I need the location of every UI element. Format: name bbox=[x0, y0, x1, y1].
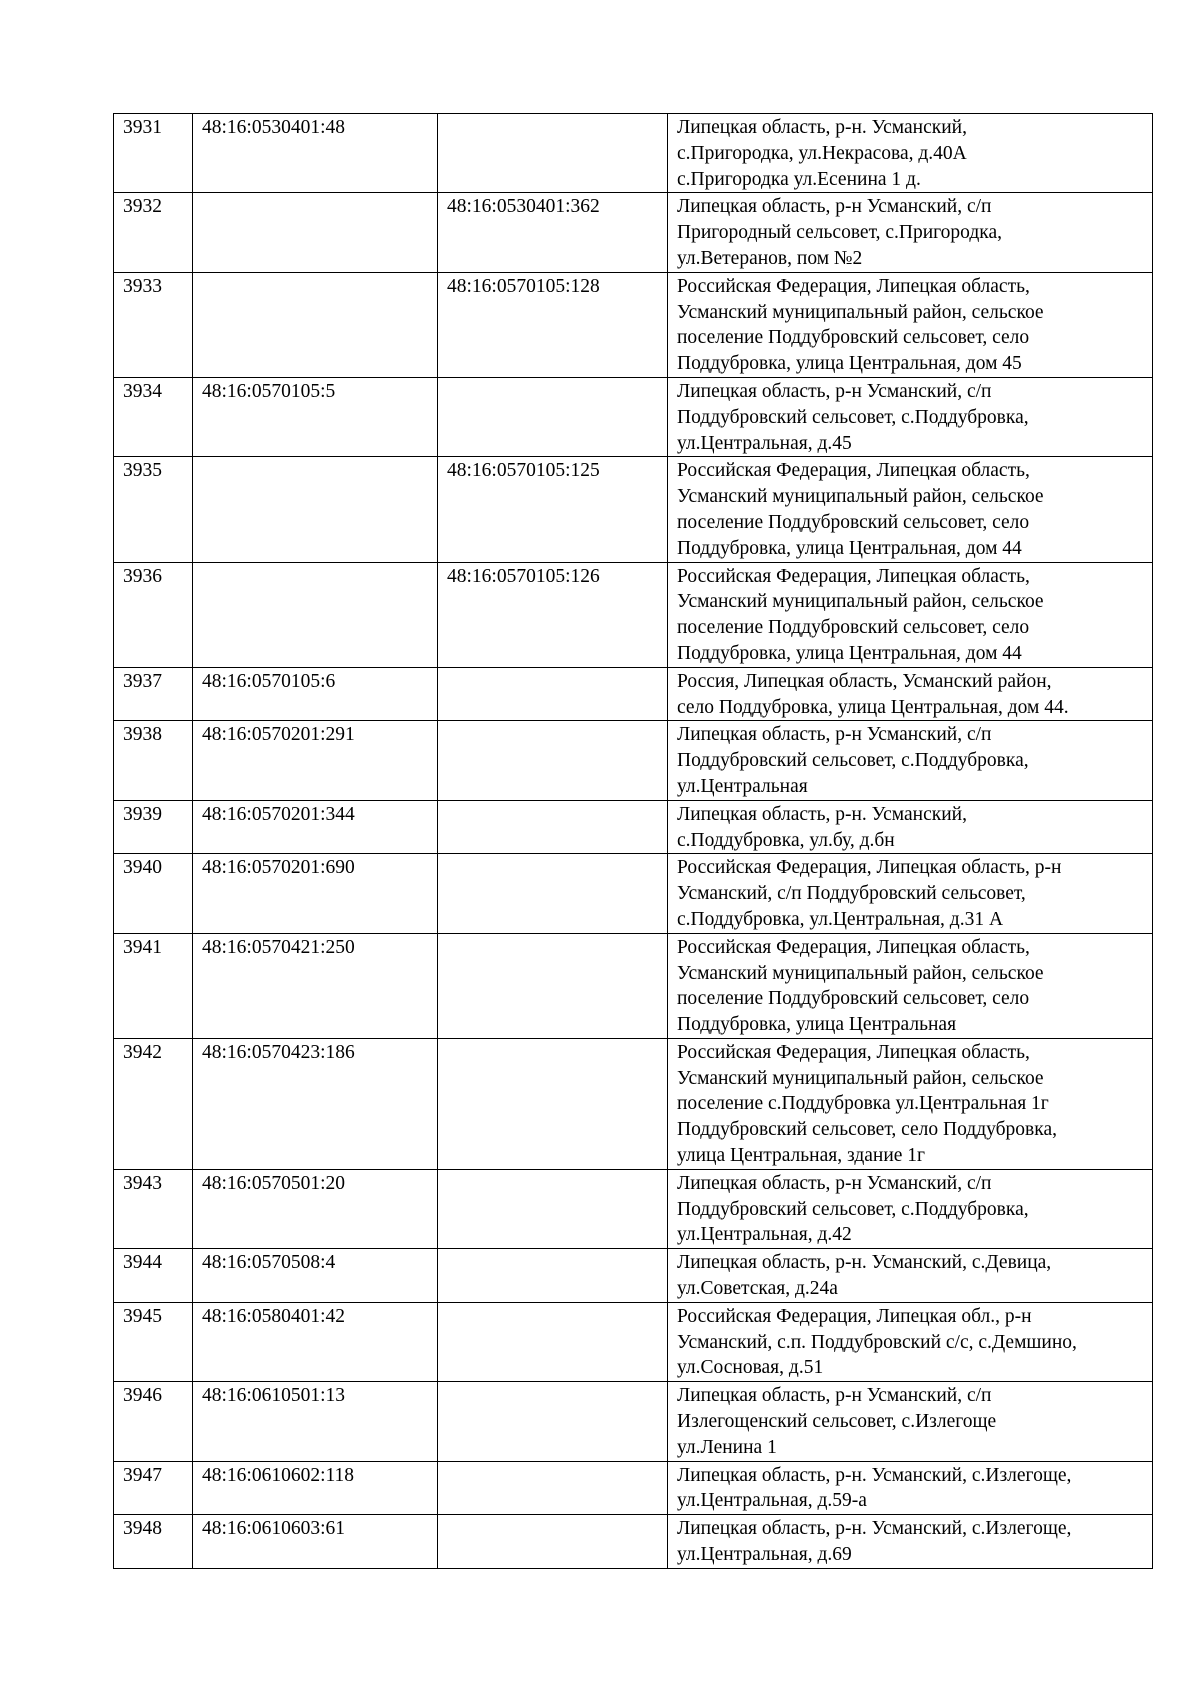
object-cadastral-number-cell bbox=[438, 854, 668, 933]
address-cell bbox=[668, 114, 1153, 193]
address-line: Липецкая область, р-н. Усманский, bbox=[677, 117, 967, 138]
object-cadastral-number-cell: 48:16:0570105:125 bbox=[438, 457, 668, 562]
address-line: Усманский муниципальный район, сельское bbox=[677, 301, 1044, 323]
table-row bbox=[114, 1249, 1153, 1303]
address-cell bbox=[668, 1302, 1153, 1381]
address-line: Липецкая область, р-н Усманский, с/п bbox=[677, 1172, 992, 1194]
table-row bbox=[114, 1169, 1153, 1248]
address-line: Поддубровский сельсовет, с.Поддубровка, bbox=[677, 406, 1029, 428]
land-cadastral-number-cell: 48:16:0570201:291 bbox=[193, 721, 438, 800]
table-row bbox=[114, 721, 1153, 800]
address-line: Российская Федерация, Липецкая область, bbox=[677, 936, 1030, 958]
address-line: поселение Поддубровский сельсовет, село bbox=[677, 327, 1030, 349]
address-line: Российская Федерация, Липецкая обл., р-н bbox=[677, 1305, 1032, 1327]
address-line: Поддубровский сельсовет, с.Поддубровка, bbox=[677, 1198, 1029, 1220]
object-cadastral-number-cell bbox=[438, 800, 668, 854]
address-line: с.Поддубровка, ул.Центральная, д.31 А bbox=[677, 908, 1004, 930]
address-line: поселение Поддубровский сельсовет, село bbox=[677, 988, 1030, 1010]
address-line: поселение Поддубровский сельсовет, село bbox=[677, 511, 1030, 533]
address-line: с.Поддубровка, ул.бу, д.бн bbox=[677, 829, 895, 851]
address-cell bbox=[668, 377, 1153, 456]
address-cell bbox=[668, 457, 1153, 562]
address-cell bbox=[668, 272, 1153, 377]
address-line: Усманский муниципальный район, сельское bbox=[677, 591, 1044, 613]
address-line: Липецкая область, р-н. Усманский, с.Излегоще, bbox=[677, 1464, 1072, 1486]
address-line: Российская Федерация, Липецкая область, bbox=[677, 1041, 1030, 1063]
address-line: Россия, Липецкая область, Усманский район, bbox=[677, 670, 1052, 692]
address-cell bbox=[668, 1515, 1153, 1569]
address-line: Поддубровский сельсовет, село Поддубровка, bbox=[677, 1119, 1057, 1141]
row-number-cell: 3947 bbox=[114, 1461, 193, 1515]
address-cell bbox=[668, 933, 1153, 1038]
address-cell bbox=[668, 854, 1153, 933]
land-cadastral-number-cell bbox=[193, 272, 438, 377]
land-cadastral-number-cell: 48:16:0570105:6 bbox=[193, 667, 438, 721]
row-number-cell: 3943 bbox=[114, 1169, 193, 1248]
table-row bbox=[114, 1382, 1153, 1461]
address-line: поселение с.Поддубровка ул.Центральная 1г bbox=[677, 1093, 1049, 1115]
table-row bbox=[114, 854, 1153, 933]
address-line: Липецкая область, р-н Усманский, с/п bbox=[677, 196, 992, 218]
address-cell bbox=[668, 1249, 1153, 1303]
object-cadastral-number-cell bbox=[438, 1515, 668, 1569]
address-line: Поддубровка, улица Центральная bbox=[677, 1014, 957, 1036]
land-cadastral-number-cell: 48:16:0570423:186 bbox=[193, 1038, 438, 1169]
row-number-cell: 3934 bbox=[114, 377, 193, 456]
address-line: ул.Центральная, д.45 bbox=[677, 432, 852, 454]
table-row bbox=[114, 114, 1153, 193]
row-number-cell: 3948 bbox=[114, 1515, 193, 1569]
land-cadastral-number-cell: 48:16:0610501:13 bbox=[193, 1382, 438, 1461]
land-cadastral-number-cell: 48:16:0530401:48 bbox=[193, 114, 438, 193]
address-line: Липецкая область, р-н Усманский, с/п bbox=[677, 380, 992, 402]
object-cadastral-number-cell bbox=[438, 1249, 668, 1303]
address-cell bbox=[668, 1461, 1153, 1515]
address-line: ул.Центральная, д.59-а bbox=[677, 1490, 867, 1512]
address-line: ул.Советская, д.24а bbox=[677, 1278, 838, 1300]
land-cadastral-number-cell: 48:16:0570201:344 bbox=[193, 800, 438, 854]
address-cell bbox=[668, 1038, 1153, 1169]
object-cadastral-number-cell bbox=[438, 1038, 668, 1169]
address-line: Липецкая область, р-н Усманский, с/п bbox=[677, 724, 992, 746]
row-number-cell: 3941 bbox=[114, 933, 193, 1038]
land-cadastral-number-cell: 48:16:0570421:250 bbox=[193, 933, 438, 1038]
address-cell bbox=[668, 193, 1153, 272]
address-cell bbox=[668, 1382, 1153, 1461]
address-cell bbox=[668, 667, 1153, 721]
object-cadastral-number-cell bbox=[438, 667, 668, 721]
address-line: Липецкая область, р-н Усманский, с/п bbox=[677, 1385, 992, 1407]
object-cadastral-number-cell bbox=[438, 1461, 668, 1515]
table-row bbox=[114, 1038, 1153, 1169]
land-cadastral-number-cell: 48:16:0570105:5 bbox=[193, 377, 438, 456]
address-line: Липецкая область, р-н. Усманский, с.Девица, bbox=[677, 1252, 1052, 1274]
object-cadastral-number-cell bbox=[438, 114, 668, 193]
address-line: Поддубровка, улица Центральная, дом 44 bbox=[677, 537, 1022, 559]
object-cadastral-number-cell: 48:16:0570105:126 bbox=[438, 562, 668, 667]
table-row bbox=[114, 377, 1153, 456]
row-number-cell: 3940 bbox=[114, 854, 193, 933]
table-row bbox=[114, 800, 1153, 854]
land-cadastral-number-cell: 48:16:0610603:61 bbox=[193, 1515, 438, 1569]
table-row bbox=[114, 1302, 1153, 1381]
table-row bbox=[114, 272, 1153, 377]
object-cadastral-number-cell bbox=[438, 1382, 668, 1461]
address-line: Российская Федерация, Липецкая область, bbox=[677, 460, 1030, 482]
row-number-cell: 3935 bbox=[114, 457, 193, 562]
address-line: Усманский, с/п Поддубровский сельсовет, bbox=[677, 883, 1026, 905]
address-line: ул.Центральная, д.42 bbox=[677, 1224, 852, 1246]
row-number-cell: 3939 bbox=[114, 800, 193, 854]
object-cadastral-number-cell bbox=[438, 1302, 668, 1381]
address-line: Усманский муниципальный район, сельское bbox=[677, 1067, 1044, 1089]
object-cadastral-number-cell bbox=[438, 377, 668, 456]
table-row bbox=[114, 1461, 1153, 1515]
address-line: ул.Ленина 1 bbox=[677, 1436, 777, 1458]
row-number-cell: 3933 bbox=[114, 272, 193, 377]
address-line: ул.Центральная, д.69 bbox=[677, 1544, 852, 1566]
object-cadastral-number-cell: 48:16:0530401:362 bbox=[438, 193, 668, 272]
row-number-cell: 3932 bbox=[114, 193, 193, 272]
address-line: Поддубровка, улица Центральная, дом 45 bbox=[677, 353, 1022, 375]
address-line: Липецкая область, р-н. Усманский, с.Излегоще, bbox=[677, 1518, 1072, 1540]
row-number-cell: 3931 bbox=[114, 114, 193, 193]
row-number-cell: 3946 bbox=[114, 1382, 193, 1461]
address-line: село Поддубровка, улица Центральная, дом 44. bbox=[677, 696, 1069, 718]
property-table bbox=[113, 113, 1153, 1569]
table-row bbox=[114, 1515, 1153, 1569]
address-line: Усманский, с.п. Поддубровский с/с, с.Демшино, bbox=[677, 1331, 1077, 1353]
address-line: ул.Центральная bbox=[677, 775, 808, 797]
land-cadastral-number-cell: 48:16:0580401:42 bbox=[193, 1302, 438, 1381]
address-cell bbox=[668, 1169, 1153, 1248]
object-cadastral-number-cell bbox=[438, 933, 668, 1038]
land-cadastral-number-cell bbox=[193, 562, 438, 667]
address-line: с.Пригородка ул.Есенина 1 д. bbox=[677, 168, 921, 190]
object-cadastral-number-cell bbox=[438, 1169, 668, 1248]
address-line: с.Пригородка, ул.Некрасова, д.40А bbox=[677, 142, 967, 164]
address-cell bbox=[668, 562, 1153, 667]
address-line: Липецкая область, р-н. Усманский, bbox=[677, 803, 967, 825]
address-line: ул.Ветеранов, пом №2 bbox=[677, 247, 863, 269]
address-line: Российская Федерация, Липецкая область, bbox=[677, 565, 1030, 587]
address-cell bbox=[668, 721, 1153, 800]
table-row bbox=[114, 457, 1153, 562]
property-table-body bbox=[114, 114, 1153, 1569]
land-cadastral-number-cell bbox=[193, 193, 438, 272]
row-number-cell: 3937 bbox=[114, 667, 193, 721]
land-cadastral-number-cell bbox=[193, 457, 438, 562]
address-line: Усманский муниципальный район, сельское bbox=[677, 486, 1044, 508]
row-number-cell: 3936 bbox=[114, 562, 193, 667]
row-number-cell: 3942 bbox=[114, 1038, 193, 1169]
address-line: Излегощенский сельсовет, с.Излегоще bbox=[677, 1411, 997, 1433]
address-line: Усманский муниципальный район, сельское bbox=[677, 962, 1044, 984]
table-row bbox=[114, 667, 1153, 721]
land-cadastral-number-cell: 48:16:0610602:118 bbox=[193, 1461, 438, 1515]
address-line: Пригородный сельсовет, с.Пригородка, bbox=[677, 222, 1002, 244]
address-line: улица Центральная, здание 1г bbox=[677, 1145, 926, 1167]
table-row bbox=[114, 562, 1153, 667]
row-number-cell: 3944 bbox=[114, 1249, 193, 1303]
land-cadastral-number-cell: 48:16:0570508:4 bbox=[193, 1249, 438, 1303]
row-number-cell: 3938 bbox=[114, 721, 193, 800]
address-line: Российская Федерация, Липецкая область, bbox=[677, 275, 1030, 297]
land-cadastral-number-cell: 48:16:0570501:20 bbox=[193, 1169, 438, 1248]
address-line: поселение Поддубровский сельсовет, село bbox=[677, 617, 1030, 639]
object-cadastral-number-cell bbox=[438, 721, 668, 800]
address-cell bbox=[668, 800, 1153, 854]
address-line: Поддубровка, улица Центральная, дом 44 bbox=[677, 642, 1022, 664]
land-cadastral-number-cell: 48:16:0570201:690 bbox=[193, 854, 438, 933]
address-line: ул.Сосновая, д.51 bbox=[677, 1357, 824, 1379]
row-number-cell: 3945 bbox=[114, 1302, 193, 1381]
object-cadastral-number-cell: 48:16:0570105:128 bbox=[438, 272, 668, 377]
table-row bbox=[114, 193, 1153, 272]
table-row bbox=[114, 933, 1153, 1038]
address-line: Поддубровский сельсовет, с.Поддубровка, bbox=[677, 750, 1029, 772]
address-line: Российская Федерация, Липецкая область, р-н bbox=[677, 857, 1062, 879]
